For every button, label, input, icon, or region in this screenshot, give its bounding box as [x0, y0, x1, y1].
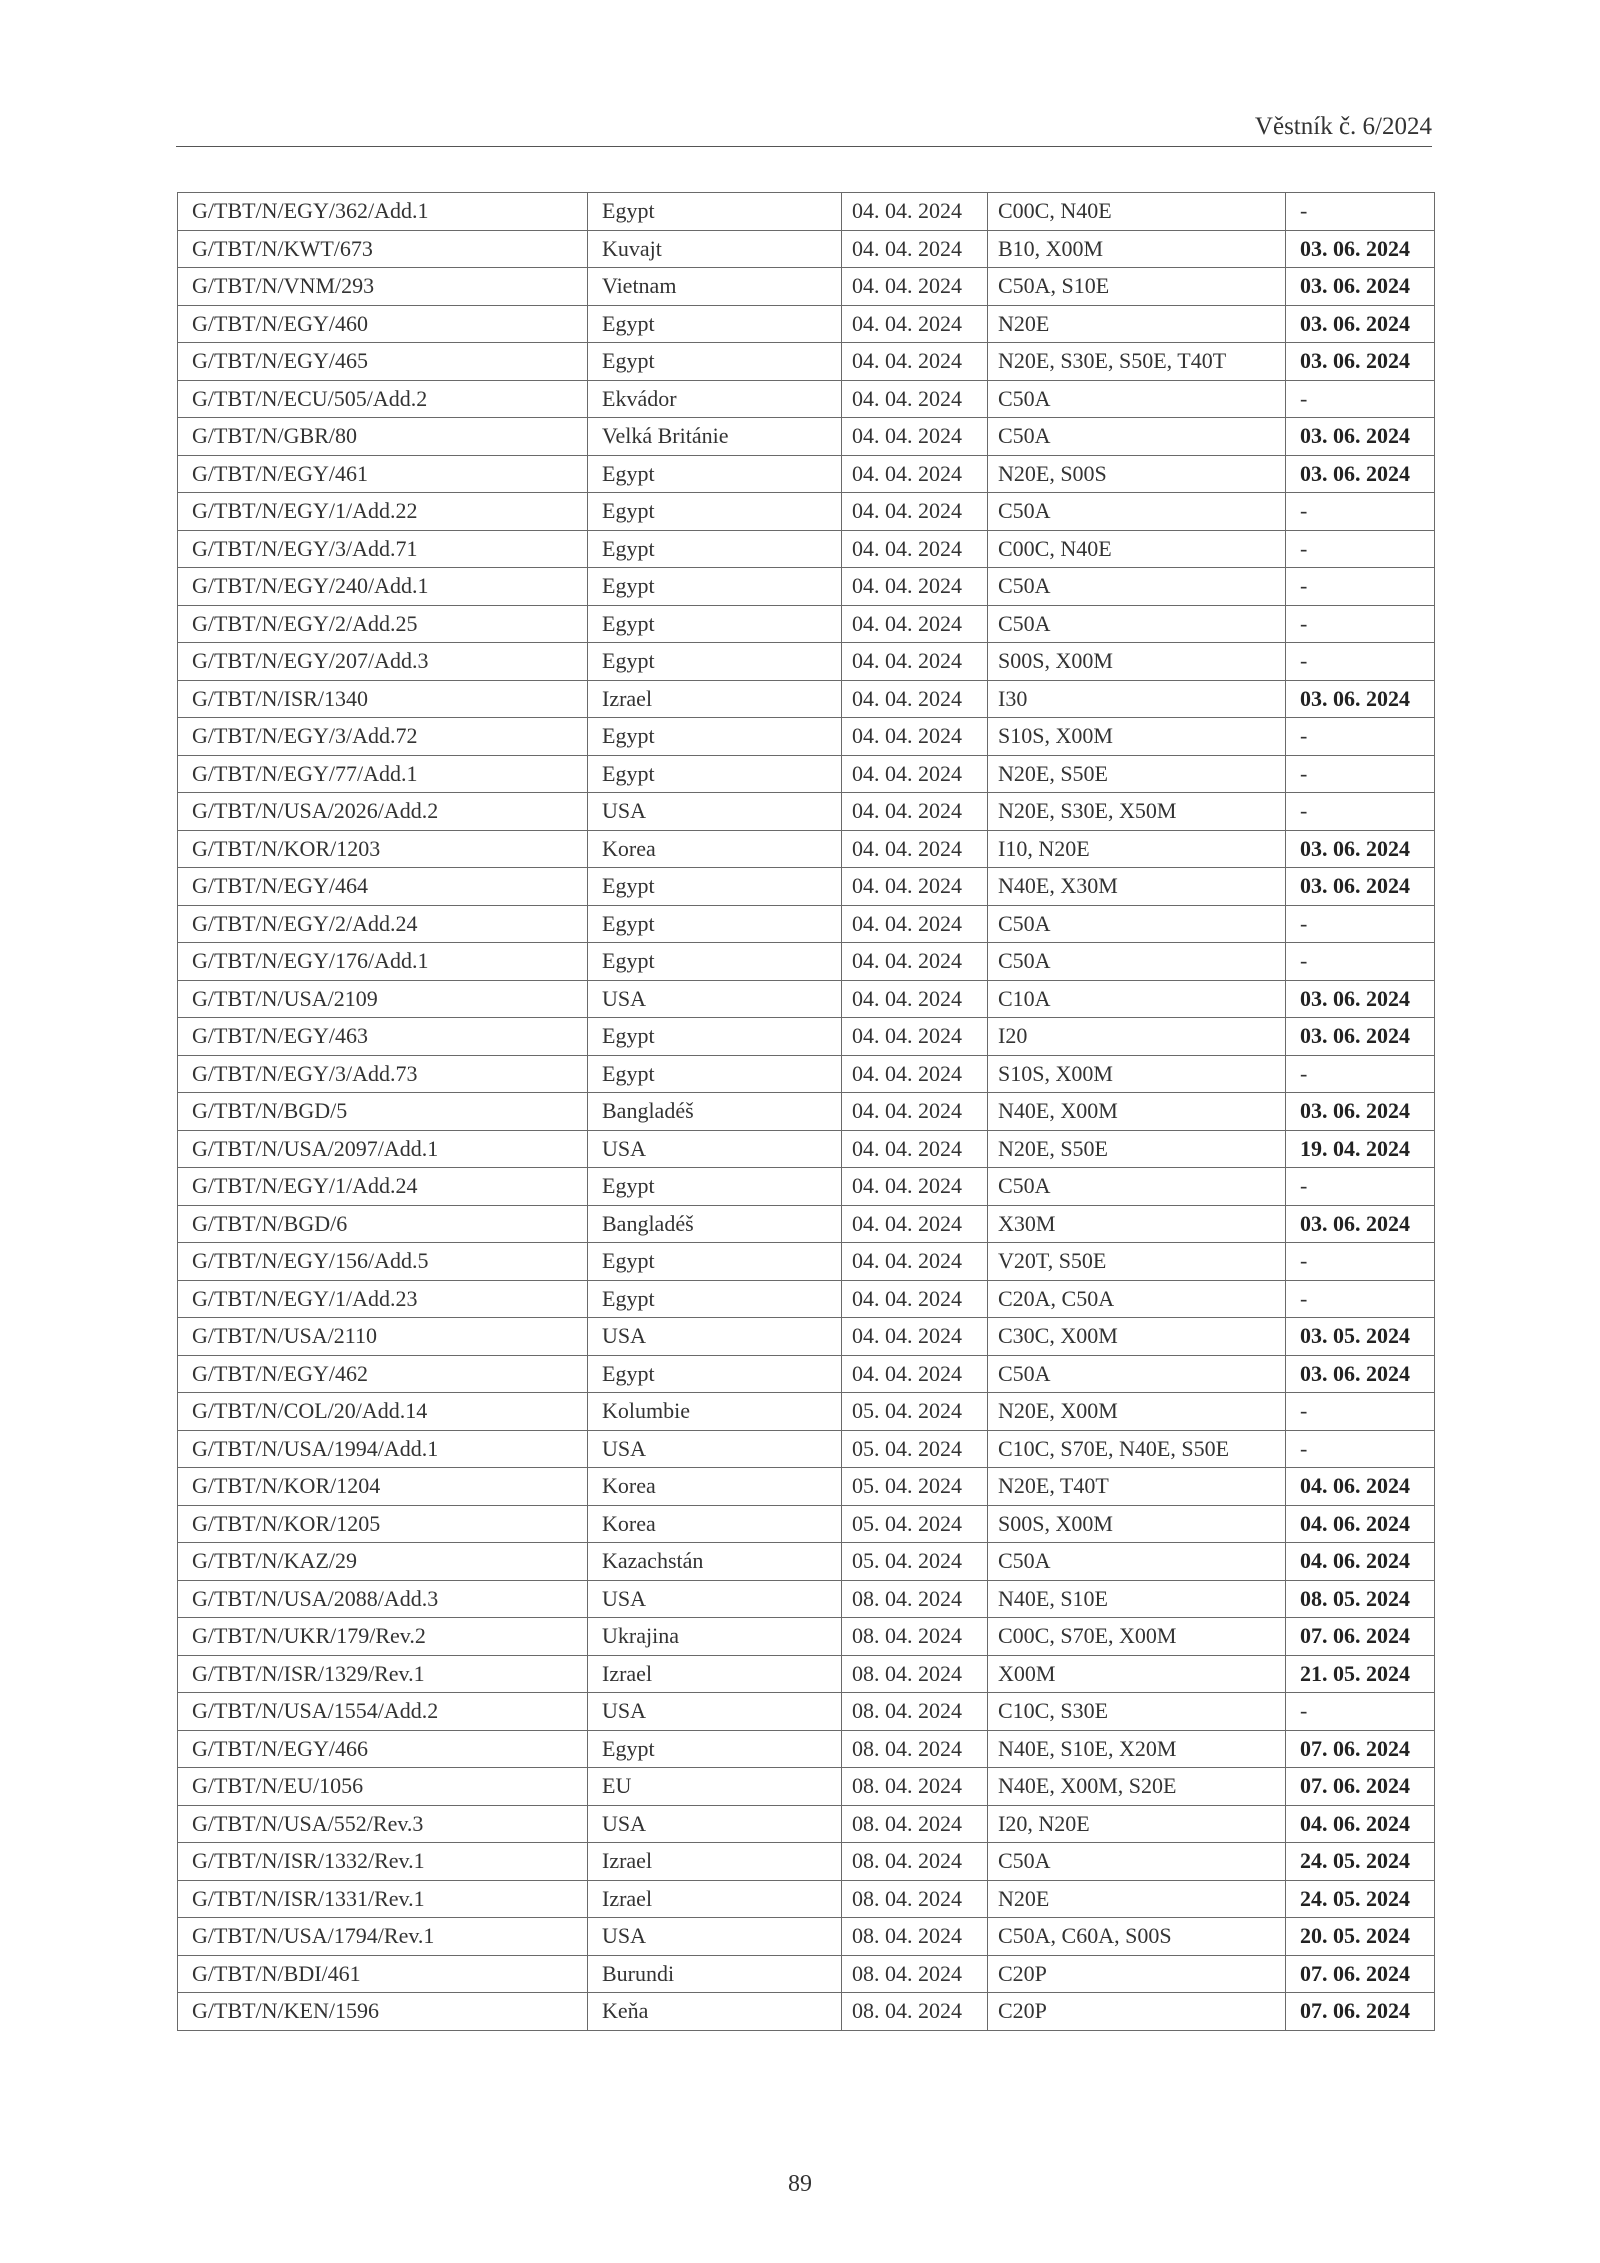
notification-table	[177, 192, 1435, 2031]
comment-deadline-cell: -	[1286, 718, 1435, 756]
document-code-cell: G/TBT/N/ISR/1340	[178, 680, 588, 718]
country-cell: Korea	[588, 1505, 842, 1543]
document-code-cell: G/TBT/N/GBR/80	[178, 418, 588, 456]
notification-date-cell: 08. 04. 2024	[842, 1768, 988, 1806]
country-cell: USA	[588, 1318, 842, 1356]
document-code-cell: G/TBT/N/EGY/461	[178, 455, 588, 493]
country-cell: Egypt	[588, 643, 842, 681]
bulletin-title: Věstník č. 6/2024	[1254, 113, 1432, 140]
comment-deadline-cell: 04. 06. 2024	[1286, 1505, 1435, 1543]
document-code-cell: G/TBT/N/EGY/463	[178, 1018, 588, 1056]
notification-date-cell: 05. 04. 2024	[842, 1543, 988, 1581]
category-codes-cell: N20E, S30E, S50E, T40T	[988, 343, 1286, 381]
table-row	[178, 1955, 1435, 1993]
notification-date-cell: 08. 04. 2024	[842, 1880, 988, 1918]
notification-date-cell: 04. 04. 2024	[842, 868, 988, 906]
table-row	[178, 1543, 1435, 1581]
country-cell: Izrael	[588, 1655, 842, 1693]
document-code-cell: G/TBT/N/EGY/1/Add.22	[178, 493, 588, 531]
country-cell: USA	[588, 980, 842, 1018]
category-codes-cell: C50A	[988, 605, 1286, 643]
document-code-cell: G/TBT/N/EGY/77/Add.1	[178, 755, 588, 793]
category-codes-cell: N20E, S00S	[988, 455, 1286, 493]
comment-deadline-cell: 03. 06. 2024	[1286, 1205, 1435, 1243]
category-codes-cell: I20	[988, 1018, 1286, 1056]
comment-deadline-cell: -	[1286, 1430, 1435, 1468]
document-code-cell: G/TBT/N/KOR/1204	[178, 1468, 588, 1506]
category-codes-cell: C20P	[988, 1993, 1286, 2031]
country-cell: Bangladéš	[588, 1205, 842, 1243]
document-code-cell: G/TBT/N/EGY/1/Add.23	[178, 1280, 588, 1318]
category-codes-cell: S00S, X00M	[988, 1505, 1286, 1543]
notification-date-cell: 04. 04. 2024	[842, 1318, 988, 1356]
notification-date-cell: 04. 04. 2024	[842, 1280, 988, 1318]
notification-date-cell: 04. 04. 2024	[842, 905, 988, 943]
category-codes-cell: C50A	[988, 493, 1286, 531]
category-codes-cell: N40E, X00M, S20E	[988, 1768, 1286, 1806]
document-code-cell: G/TBT/N/USA/552/Rev.3	[178, 1805, 588, 1843]
table-row	[178, 1055, 1435, 1093]
comment-deadline-cell: -	[1286, 493, 1435, 531]
table-row	[178, 980, 1435, 1018]
category-codes-cell: N20E, S50E	[988, 1130, 1286, 1168]
category-codes-cell: N20E	[988, 1880, 1286, 1918]
category-codes-cell: V20T, S50E	[988, 1243, 1286, 1281]
country-cell: Kolumbie	[588, 1393, 842, 1431]
country-cell: Egypt	[588, 755, 842, 793]
document-code-cell: G/TBT/N/EGY/466	[178, 1730, 588, 1768]
notification-date-cell: 04. 04. 2024	[842, 380, 988, 418]
country-cell: Egypt	[588, 1018, 842, 1056]
notification-date-cell: 08. 04. 2024	[842, 1955, 988, 1993]
document-code-cell: G/TBT/N/EGY/460	[178, 305, 588, 343]
table-row	[178, 1280, 1435, 1318]
table-row	[178, 943, 1435, 981]
comment-deadline-cell: 07. 06. 2024	[1286, 1618, 1435, 1656]
table-row	[178, 1805, 1435, 1843]
table-row	[178, 493, 1435, 531]
table-row	[178, 1205, 1435, 1243]
category-codes-cell: C50A	[988, 943, 1286, 981]
category-codes-cell: C30C, X00M	[988, 1318, 1286, 1356]
category-codes-cell: N40E, X00M	[988, 1093, 1286, 1131]
document-code-cell: G/TBT/N/EGY/3/Add.71	[178, 530, 588, 568]
document-code-cell: G/TBT/N/ISR/1329/Rev.1	[178, 1655, 588, 1693]
country-cell: USA	[588, 1918, 842, 1956]
country-cell: Burundi	[588, 1955, 842, 1993]
document-code-cell: G/TBT/N/USA/1794/Rev.1	[178, 1918, 588, 1956]
category-codes-cell: C00C, N40E	[988, 193, 1286, 231]
comment-deadline-cell: -	[1286, 643, 1435, 681]
category-codes-cell: C20A, C50A	[988, 1280, 1286, 1318]
table-row	[178, 1693, 1435, 1731]
table-row	[178, 418, 1435, 456]
comment-deadline-cell: 03. 06. 2024	[1286, 455, 1435, 493]
category-codes-cell: C50A	[988, 568, 1286, 606]
document-code-cell: G/TBT/N/ISR/1331/Rev.1	[178, 1880, 588, 1918]
notification-date-cell: 04. 04. 2024	[842, 1243, 988, 1281]
document-code-cell: G/TBT/N/KAZ/29	[178, 1543, 588, 1581]
country-cell: Egypt	[588, 1280, 842, 1318]
comment-deadline-cell: 07. 06. 2024	[1286, 1955, 1435, 1993]
document-code-cell: G/TBT/N/EGY/156/Add.5	[178, 1243, 588, 1281]
table-row	[178, 1093, 1435, 1131]
country-cell: Kuvajt	[588, 230, 842, 268]
notification-date-cell: 04. 04. 2024	[842, 493, 988, 531]
notification-date-cell: 05. 04. 2024	[842, 1505, 988, 1543]
country-cell: Korea	[588, 1468, 842, 1506]
table-row	[178, 1618, 1435, 1656]
table-row	[178, 905, 1435, 943]
country-cell: Egypt	[588, 868, 842, 906]
table-row	[178, 793, 1435, 831]
notification-date-cell: 04. 04. 2024	[842, 943, 988, 981]
comment-deadline-cell: 04. 06. 2024	[1286, 1805, 1435, 1843]
notification-date-cell: 08. 04. 2024	[842, 1843, 988, 1881]
category-codes-cell: N20E	[988, 305, 1286, 343]
comment-deadline-cell: 03. 06. 2024	[1286, 230, 1435, 268]
notification-date-cell: 08. 04. 2024	[842, 1618, 988, 1656]
country-cell: Egypt	[588, 605, 842, 643]
notification-date-cell: 08. 04. 2024	[842, 1693, 988, 1731]
category-codes-cell: X30M	[988, 1205, 1286, 1243]
notification-date-cell: 04. 04. 2024	[842, 718, 988, 756]
document-code-cell: G/TBT/N/BDI/461	[178, 1955, 588, 1993]
comment-deadline-cell: 03. 06. 2024	[1286, 1355, 1435, 1393]
table-row	[178, 1880, 1435, 1918]
notification-date-cell: 04. 04. 2024	[842, 605, 988, 643]
table-row	[178, 1393, 1435, 1431]
notification-date-cell: 04. 04. 2024	[842, 980, 988, 1018]
document-code-cell: G/TBT/N/USA/1994/Add.1	[178, 1430, 588, 1468]
comment-deadline-cell: 03. 06. 2024	[1286, 305, 1435, 343]
category-codes-cell: C10C, S30E	[988, 1693, 1286, 1731]
table-row	[178, 868, 1435, 906]
comment-deadline-cell: 07. 06. 2024	[1286, 1768, 1435, 1806]
country-cell: USA	[588, 793, 842, 831]
category-codes-cell: C00C, N40E	[988, 530, 1286, 568]
category-codes-cell: N20E, X00M	[988, 1393, 1286, 1431]
category-codes-cell: S10S, X00M	[988, 718, 1286, 756]
comment-deadline-cell: -	[1286, 530, 1435, 568]
table-row	[178, 605, 1435, 643]
table-row	[178, 305, 1435, 343]
notification-date-cell: 05. 04. 2024	[842, 1468, 988, 1506]
table-row	[178, 380, 1435, 418]
table-row	[178, 268, 1435, 306]
document-code-cell: G/TBT/N/BGD/6	[178, 1205, 588, 1243]
category-codes-cell: C50A, S10E	[988, 268, 1286, 306]
comment-deadline-cell: 08. 05. 2024	[1286, 1580, 1435, 1618]
country-cell: Egypt	[588, 305, 842, 343]
country-cell: Izrael	[588, 1880, 842, 1918]
table-row	[178, 755, 1435, 793]
document-code-cell: G/TBT/N/USA/2110	[178, 1318, 588, 1356]
notification-date-cell: 04. 04. 2024	[842, 830, 988, 868]
comment-deadline-cell: 03. 06. 2024	[1286, 980, 1435, 1018]
document-code-cell: G/TBT/N/KOR/1203	[178, 830, 588, 868]
document-code-cell: G/TBT/N/EGY/2/Add.25	[178, 605, 588, 643]
country-cell: Ekvádor	[588, 380, 842, 418]
comment-deadline-cell: -	[1286, 1280, 1435, 1318]
comment-deadline-cell: -	[1286, 1693, 1435, 1731]
notification-date-cell: 08. 04. 2024	[842, 1805, 988, 1843]
category-codes-cell: C50A	[988, 1168, 1286, 1206]
notification-date-cell: 05. 04. 2024	[842, 1430, 988, 1468]
category-codes-cell: B10, X00M	[988, 230, 1286, 268]
comment-deadline-cell: 03. 06. 2024	[1286, 1018, 1435, 1056]
notification-date-cell: 04. 04. 2024	[842, 343, 988, 381]
country-cell: Keňa	[588, 1993, 842, 2031]
document-code-cell: G/TBT/N/EGY/362/Add.1	[178, 193, 588, 231]
country-cell: Egypt	[588, 193, 842, 231]
category-codes-cell: C50A, C60A, S00S	[988, 1918, 1286, 1956]
comment-deadline-cell: 04. 06. 2024	[1286, 1543, 1435, 1581]
category-codes-cell: C50A	[988, 1843, 1286, 1881]
comment-deadline-cell: 24. 05. 2024	[1286, 1843, 1435, 1881]
category-codes-cell: C10C, S70E, N40E, S50E	[988, 1430, 1286, 1468]
category-codes-cell: C50A	[988, 418, 1286, 456]
document-code-cell: G/TBT/N/EGY/1/Add.24	[178, 1168, 588, 1206]
document-code-cell: G/TBT/N/KWT/673	[178, 230, 588, 268]
table-row	[178, 1843, 1435, 1881]
country-cell: Egypt	[588, 1243, 842, 1281]
country-cell: Egypt	[588, 905, 842, 943]
category-codes-cell: N40E, S10E	[988, 1580, 1286, 1618]
notification-date-cell: 04. 04. 2024	[842, 268, 988, 306]
document-code-cell: G/TBT/N/EGY/240/Add.1	[178, 568, 588, 606]
document-code-cell: G/TBT/N/VNM/293	[178, 268, 588, 306]
document-code-cell: G/TBT/N/BGD/5	[178, 1093, 588, 1131]
comment-deadline-cell: -	[1286, 380, 1435, 418]
notification-date-cell: 04. 04. 2024	[842, 305, 988, 343]
comment-deadline-cell: 03. 05. 2024	[1286, 1318, 1435, 1356]
table-row	[178, 1318, 1435, 1356]
document-code-cell: G/TBT/N/EGY/465	[178, 343, 588, 381]
table-row	[178, 1468, 1435, 1506]
notification-date-cell: 04. 04. 2024	[842, 193, 988, 231]
table-row	[178, 1505, 1435, 1543]
document-code-cell: G/TBT/N/KOR/1205	[178, 1505, 588, 1543]
notification-date-cell: 04. 04. 2024	[842, 1130, 988, 1168]
comment-deadline-cell: 19. 04. 2024	[1286, 1130, 1435, 1168]
document-code-cell: G/TBT/N/EGY/3/Add.72	[178, 718, 588, 756]
notification-date-cell: 04. 04. 2024	[842, 530, 988, 568]
table-row	[178, 830, 1435, 868]
country-cell: Egypt	[588, 493, 842, 531]
notification-date-cell: 04. 04. 2024	[842, 1018, 988, 1056]
table-row	[178, 455, 1435, 493]
country-cell: Kazachstán	[588, 1543, 842, 1581]
table-row	[178, 1655, 1435, 1693]
comment-deadline-cell: -	[1286, 793, 1435, 831]
category-codes-cell: I30	[988, 680, 1286, 718]
table-row	[178, 1993, 1435, 2031]
category-codes-cell: C10A	[988, 980, 1286, 1018]
table-row	[178, 530, 1435, 568]
document-code-cell: G/TBT/N/COL/20/Add.14	[178, 1393, 588, 1431]
comment-deadline-cell: 04. 06. 2024	[1286, 1468, 1435, 1506]
page-number: 89	[788, 2171, 812, 2197]
document-code-cell: G/TBT/N/USA/2026/Add.2	[178, 793, 588, 831]
notification-date-cell: 04. 04. 2024	[842, 793, 988, 831]
country-cell: Egypt	[588, 1168, 842, 1206]
notification-date-cell: 04. 04. 2024	[842, 1055, 988, 1093]
notification-date-cell: 08. 04. 2024	[842, 1730, 988, 1768]
country-cell: Egypt	[588, 1355, 842, 1393]
notification-date-cell: 04. 04. 2024	[842, 755, 988, 793]
country-cell: USA	[588, 1130, 842, 1168]
table-row	[178, 230, 1435, 268]
country-cell: Korea	[588, 830, 842, 868]
document-code-cell: G/TBT/N/EGY/207/Add.3	[178, 643, 588, 681]
country-cell: Vietnam	[588, 268, 842, 306]
category-codes-cell: C50A	[988, 905, 1286, 943]
document-code-cell: G/TBT/N/USA/2109	[178, 980, 588, 1018]
notification-date-cell: 04. 04. 2024	[842, 455, 988, 493]
comment-deadline-cell: 03. 06. 2024	[1286, 680, 1435, 718]
document-code-cell: G/TBT/N/USA/2097/Add.1	[178, 1130, 588, 1168]
table-row	[178, 1430, 1435, 1468]
comment-deadline-cell: -	[1286, 1168, 1435, 1206]
comment-deadline-cell: 03. 06. 2024	[1286, 1093, 1435, 1131]
document-code-cell: G/TBT/N/USA/2088/Add.3	[178, 1580, 588, 1618]
category-codes-cell: I20, N20E	[988, 1805, 1286, 1843]
notification-date-cell: 04. 04. 2024	[842, 643, 988, 681]
document-code-cell: G/TBT/N/EGY/464	[178, 868, 588, 906]
notification-date-cell: 05. 04. 2024	[842, 1393, 988, 1431]
table-row	[178, 1580, 1435, 1618]
category-codes-cell: S00S, X00M	[988, 643, 1286, 681]
notification-date-cell: 04. 04. 2024	[842, 1205, 988, 1243]
country-cell: Bangladéš	[588, 1093, 842, 1131]
country-cell: Egypt	[588, 568, 842, 606]
document-code-cell: G/TBT/N/EGY/462	[178, 1355, 588, 1393]
country-cell: Egypt	[588, 943, 842, 981]
category-codes-cell: S10S, X00M	[988, 1055, 1286, 1093]
notification-date-cell: 04. 04. 2024	[842, 418, 988, 456]
category-codes-cell: N20E, S30E, X50M	[988, 793, 1286, 831]
category-codes-cell: C50A	[988, 380, 1286, 418]
country-cell: Velká Británie	[588, 418, 842, 456]
table-row	[178, 643, 1435, 681]
country-cell: EU	[588, 1768, 842, 1806]
comment-deadline-cell: 07. 06. 2024	[1286, 1730, 1435, 1768]
comment-deadline-cell: -	[1286, 943, 1435, 981]
comment-deadline-cell: -	[1286, 1393, 1435, 1431]
document-code-cell: G/TBT/N/ECU/505/Add.2	[178, 380, 588, 418]
table-row	[178, 1730, 1435, 1768]
comment-deadline-cell: 21. 05. 2024	[1286, 1655, 1435, 1693]
category-codes-cell: C50A	[988, 1355, 1286, 1393]
comment-deadline-cell: -	[1286, 1055, 1435, 1093]
notification-date-cell: 04. 04. 2024	[842, 1168, 988, 1206]
category-codes-cell: X00M	[988, 1655, 1286, 1693]
country-cell: Ukrajina	[588, 1618, 842, 1656]
country-cell: USA	[588, 1580, 842, 1618]
table-row	[178, 1355, 1435, 1393]
comment-deadline-cell: -	[1286, 905, 1435, 943]
document-code-cell: G/TBT/N/USA/1554/Add.2	[178, 1693, 588, 1731]
comment-deadline-cell: -	[1286, 568, 1435, 606]
table-row	[178, 193, 1435, 231]
page-header	[176, 112, 1432, 147]
category-codes-cell: C50A	[988, 1543, 1286, 1581]
country-cell: USA	[588, 1430, 842, 1468]
notification-date-cell: 08. 04. 2024	[842, 1993, 988, 2031]
document-code-cell: G/TBT/N/EGY/2/Add.24	[178, 905, 588, 943]
notification-date-cell: 08. 04. 2024	[842, 1918, 988, 1956]
notification-date-cell: 04. 04. 2024	[842, 568, 988, 606]
category-codes-cell: C20P	[988, 1955, 1286, 1993]
notification-date-cell: 04. 04. 2024	[842, 1355, 988, 1393]
country-cell: Egypt	[588, 455, 842, 493]
table-row	[178, 1018, 1435, 1056]
comment-deadline-cell: 07. 06. 2024	[1286, 1993, 1435, 2031]
table-row	[178, 1130, 1435, 1168]
table-row	[178, 1768, 1435, 1806]
country-cell: Egypt	[588, 1730, 842, 1768]
comment-deadline-cell: -	[1286, 605, 1435, 643]
notification-date-cell: 04. 04. 2024	[842, 230, 988, 268]
category-codes-cell: N20E, T40T	[988, 1468, 1286, 1506]
comment-deadline-cell: 03. 06. 2024	[1286, 268, 1435, 306]
table-body	[178, 193, 1435, 2031]
document-code-cell: G/TBT/N/EU/1056	[178, 1768, 588, 1806]
country-cell: USA	[588, 1805, 842, 1843]
document-code-cell: G/TBT/N/ISR/1332/Rev.1	[178, 1843, 588, 1881]
notification-date-cell: 04. 04. 2024	[842, 1093, 988, 1131]
comment-deadline-cell: 03. 06. 2024	[1286, 868, 1435, 906]
table-row	[178, 1168, 1435, 1206]
comment-deadline-cell: -	[1286, 755, 1435, 793]
category-codes-cell: N20E, S50E	[988, 755, 1286, 793]
country-cell: Izrael	[588, 1843, 842, 1881]
country-cell: Egypt	[588, 343, 842, 381]
table-row	[178, 680, 1435, 718]
table-row	[178, 568, 1435, 606]
country-cell: Izrael	[588, 680, 842, 718]
comment-deadline-cell: -	[1286, 1243, 1435, 1281]
document-code-cell: G/TBT/N/UKR/179/Rev.2	[178, 1618, 588, 1656]
notification-date-cell: 08. 04. 2024	[842, 1580, 988, 1618]
country-cell: Egypt	[588, 1055, 842, 1093]
country-cell: USA	[588, 1693, 842, 1731]
comment-deadline-cell: 03. 06. 2024	[1286, 343, 1435, 381]
category-codes-cell: N40E, X30M	[988, 868, 1286, 906]
comment-deadline-cell: 20. 05. 2024	[1286, 1918, 1435, 1956]
category-codes-cell: N40E, S10E, X20M	[988, 1730, 1286, 1768]
table-row	[178, 718, 1435, 756]
table-row	[178, 343, 1435, 381]
document-code-cell: G/TBT/N/KEN/1596	[178, 1993, 588, 2031]
notification-date-cell: 04. 04. 2024	[842, 680, 988, 718]
comment-deadline-cell: 03. 06. 2024	[1286, 418, 1435, 456]
document-code-cell: G/TBT/N/EGY/176/Add.1	[178, 943, 588, 981]
comment-deadline-cell: -	[1286, 193, 1435, 231]
table-row	[178, 1243, 1435, 1281]
country-cell: Egypt	[588, 530, 842, 568]
category-codes-cell: C00C, S70E, X00M	[988, 1618, 1286, 1656]
comment-deadline-cell: 03. 06. 2024	[1286, 830, 1435, 868]
country-cell: Egypt	[588, 718, 842, 756]
table-row	[178, 1918, 1435, 1956]
category-codes-cell: I10, N20E	[988, 830, 1286, 868]
comment-deadline-cell: 24. 05. 2024	[1286, 1880, 1435, 1918]
document-code-cell: G/TBT/N/EGY/3/Add.73	[178, 1055, 588, 1093]
notification-date-cell: 08. 04. 2024	[842, 1655, 988, 1693]
